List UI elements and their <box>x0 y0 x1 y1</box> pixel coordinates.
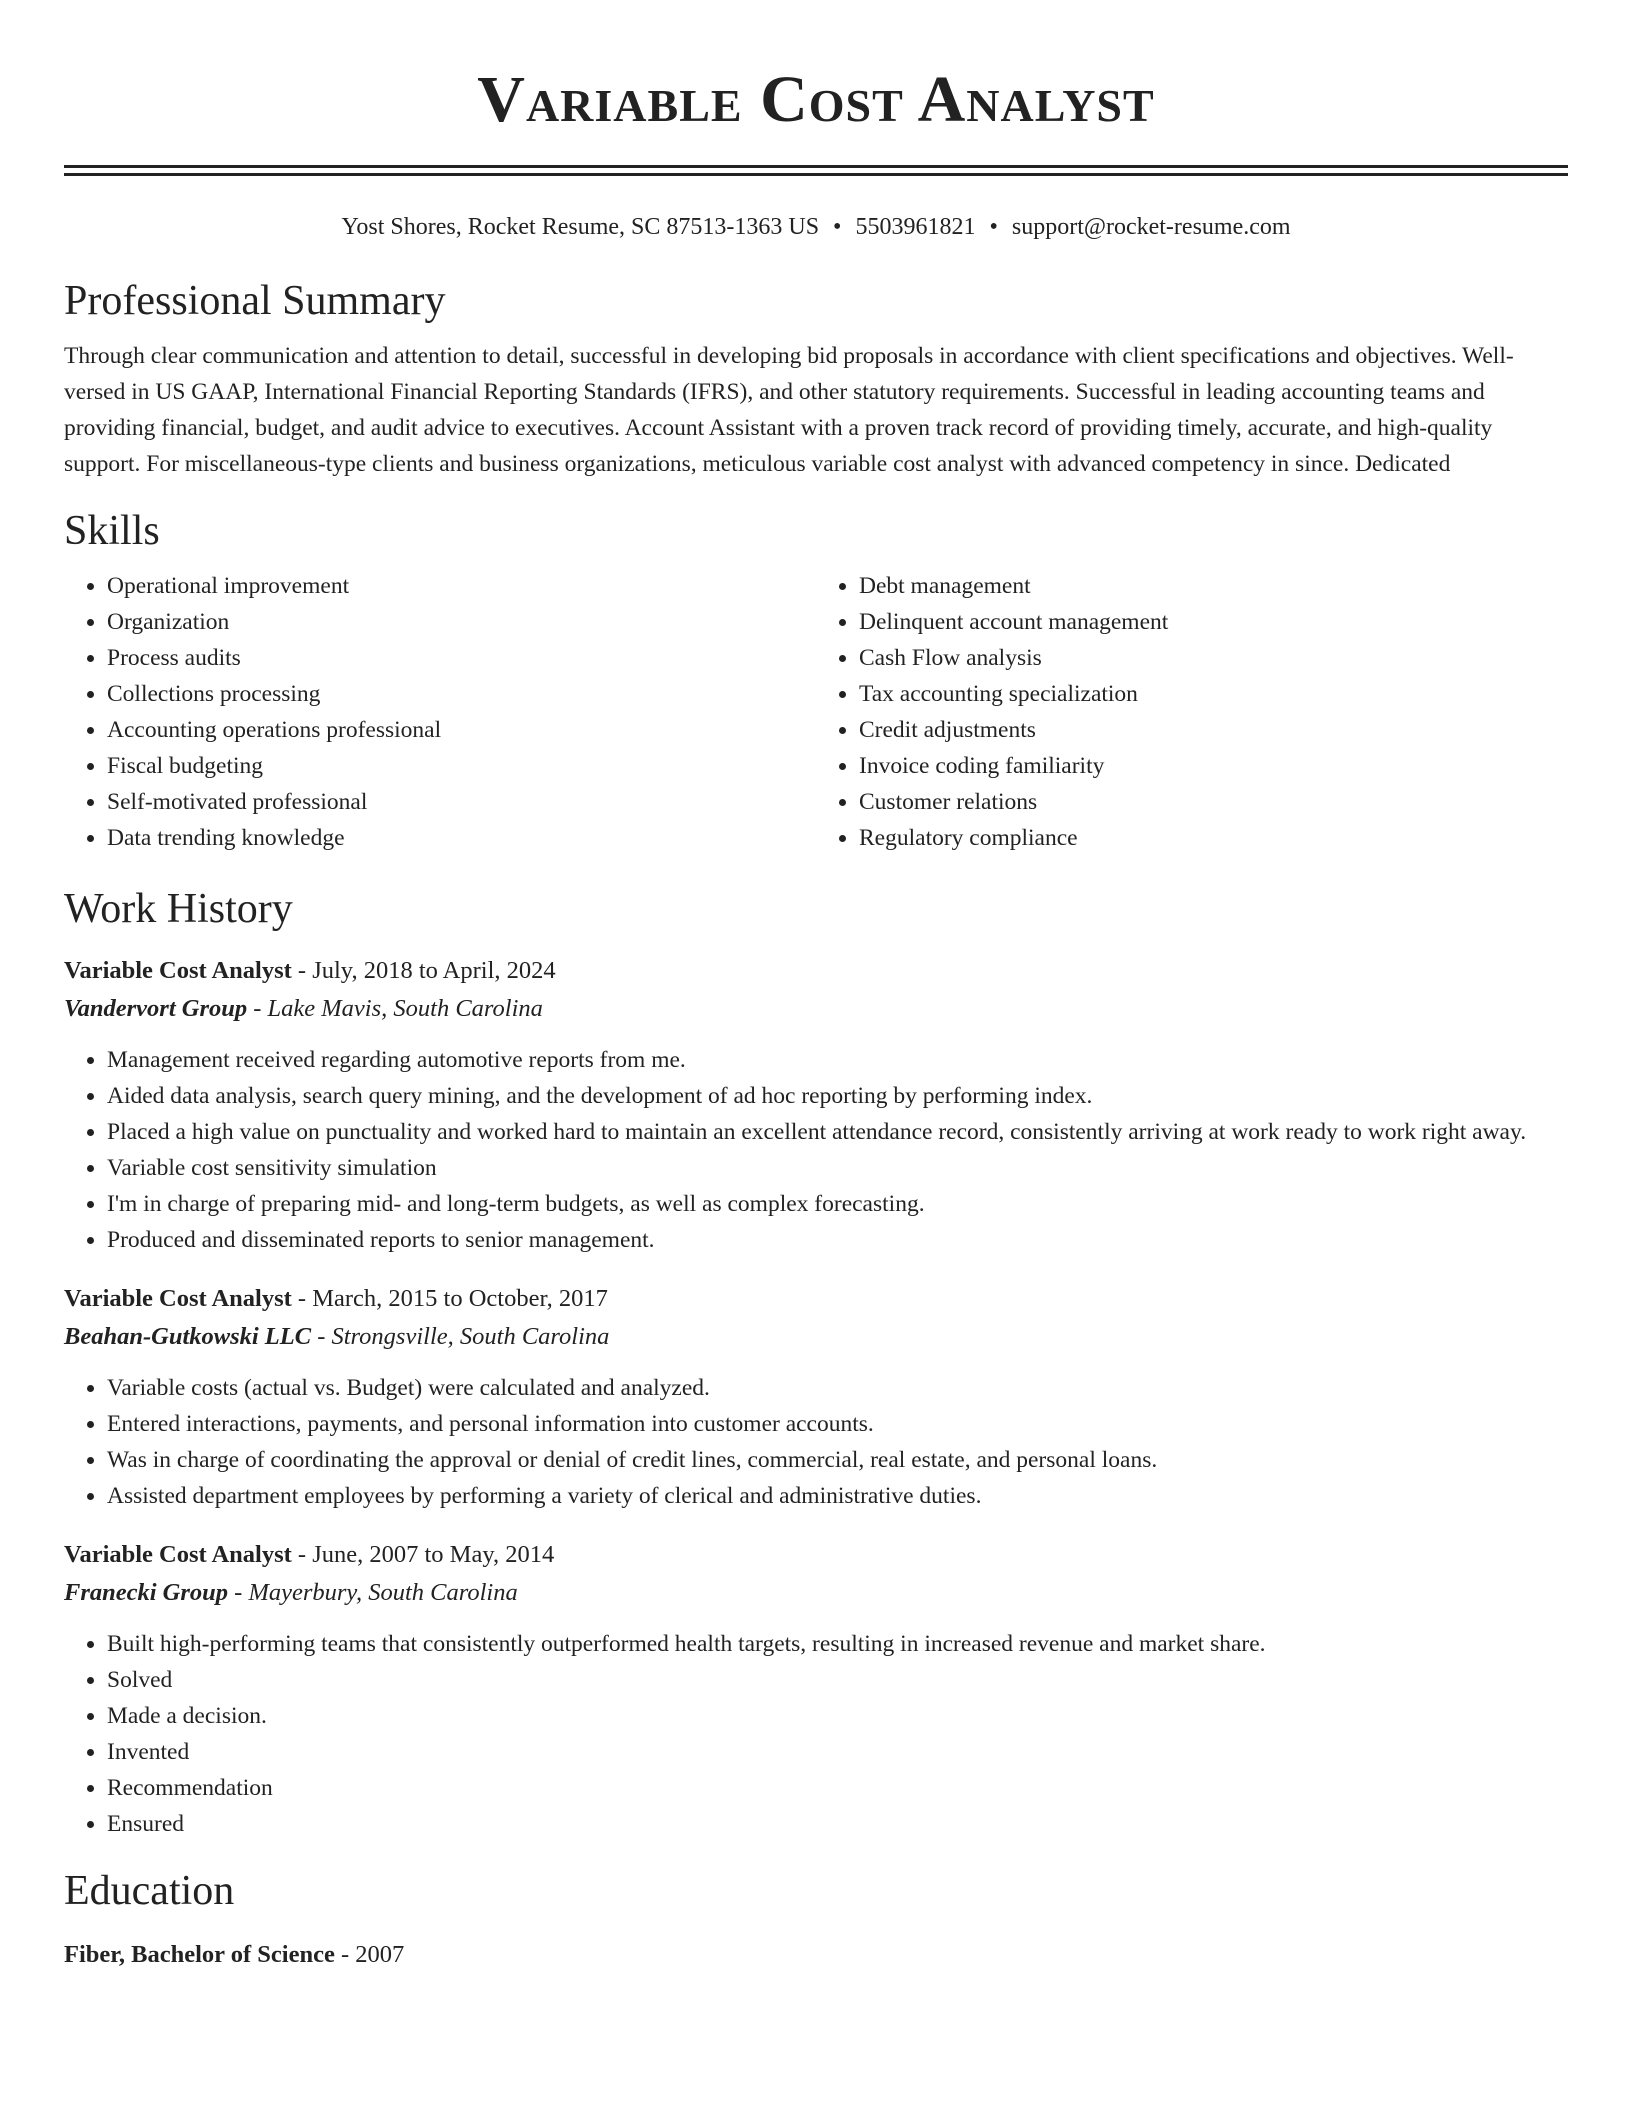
skill-item: • Process audits <box>107 640 816 676</box>
skill-item: • Collections processing <box>107 676 816 712</box>
skills-column-left <box>64 568 816 856</box>
skill-item: • Fiscal budgeting <box>107 748 816 784</box>
skill-item: • Regulatory compliance <box>859 820 1568 856</box>
contact-phone: 5503961821 <box>855 214 976 240</box>
job-bullet: • Variable costs (actual vs. Budget) were calculated and analyzed. <box>107 1370 1568 1406</box>
job-title-line <box>64 1536 1568 1574</box>
job-bullet: • Produced and disseminated reports to senior management. <box>107 1222 1568 1258</box>
job-bullets <box>64 1370 1568 1514</box>
company-line <box>64 1318 1568 1356</box>
job-title: Variable Cost Analyst <box>64 1285 292 1312</box>
job-bullet: • Invented <box>107 1734 1568 1770</box>
company-location: - Lake Mavis, South Carolina <box>247 995 543 1022</box>
summary-heading: Professional Summary <box>64 278 446 324</box>
job-title-line <box>64 952 1568 990</box>
skills-list <box>64 568 1568 856</box>
job-bullet: • Management received regarding automotive reports from me. <box>107 1042 1568 1078</box>
skill-item: • Customer relations <box>859 784 1568 820</box>
skill-item: • Operational improvement <box>107 568 816 604</box>
skill-item: • Data trending knowledge <box>107 820 816 856</box>
job-dates: - June, 2007 to May, 2014 <box>291 1541 555 1568</box>
job-bullet: • I'm in charge of preparing mid- and long-term budgets, as well as complex forecasting. <box>107 1186 1568 1222</box>
job-bullet: • Was in charge of coordinating the approval or denial of credit lines, commercial, real estate, and personal loans. <box>107 1442 1568 1478</box>
education-degree: Fiber, Bachelor of Science <box>64 1941 335 1968</box>
job-bullet: • Variable cost sensitivity simulation <box>107 1150 1568 1186</box>
job-bullet: • Made a decision. <box>107 1698 1568 1734</box>
job-bullet: • Recommendation <box>107 1770 1568 1806</box>
company-name: Vandervort Group <box>64 995 248 1022</box>
skill-item: • Delinquent account management <box>859 604 1568 640</box>
job-entry <box>64 952 1568 1258</box>
skill-item: • Accounting operations professional <box>107 712 816 748</box>
job-bullet: • Aided data analysis, search query mining, and the development of ad hoc reporting by performing index. <box>107 1078 1568 1114</box>
skill-item: • Debt management <box>859 568 1568 604</box>
skill-item: • Credit adjustments <box>859 712 1568 748</box>
skill-item: • Self-motivated professional <box>107 784 816 820</box>
education-heading: Education <box>64 1868 235 1914</box>
contact-address: Yost Shores, Rocket Resume, SC 87513-1363 US <box>341 214 820 240</box>
job-title: Variable Cost Analyst <box>64 957 292 984</box>
company-location: - Strongsville, South Carolina <box>311 1323 610 1350</box>
job-dates: - July, 2018 to April, 2024 <box>291 957 556 984</box>
job-bullet: • Entered interactions, payments, and personal information into customer accounts. <box>107 1406 1568 1442</box>
skill-item: • Organization <box>107 604 816 640</box>
contact-line <box>64 212 1568 242</box>
company-name: Beahan-Gutkowski LLC <box>64 1323 312 1350</box>
job-title-line <box>64 1280 1568 1318</box>
company-location: - Mayerbury, South Carolina <box>228 1579 518 1606</box>
job-bullets <box>64 1626 1568 1842</box>
job-bullet: • Solved <box>107 1662 1568 1698</box>
work-history-heading: Work History <box>64 886 293 932</box>
company-line <box>64 990 1568 1028</box>
company-name: Franecki Group <box>64 1579 229 1606</box>
job-bullet: • Assisted department employees by performing a variety of clerical and administrative duties. <box>107 1478 1568 1514</box>
job-entry <box>64 1536 1568 1842</box>
education-year: - 2007 <box>334 1941 405 1968</box>
skills-heading: Skills <box>64 508 160 554</box>
contact-email: support@rocket-resume.com <box>1011 214 1291 240</box>
job-title: Variable Cost Analyst <box>64 1541 292 1568</box>
contact-separator: • <box>833 214 842 240</box>
job-dates: - March, 2015 to October, 2017 <box>291 1285 608 1312</box>
contact-separator: • <box>989 214 998 240</box>
company-line <box>64 1574 1568 1612</box>
job-bullet: • Built high-performing teams that consistently outperformed health targets, resulting in increased revenue and market share. <box>107 1626 1568 1662</box>
skill-item: • Cash Flow analysis <box>859 640 1568 676</box>
job-bullet: • Ensured <box>107 1806 1568 1842</box>
header-double-rule <box>64 165 1568 176</box>
resume-page <box>64 0 1568 1974</box>
skill-item: • Invoice coding familiarity <box>859 748 1568 784</box>
education-entry <box>64 1936 1568 1974</box>
summary-text: Through clear communication and attention to detail, successful in developing bid proposals in accordance with client specifications and objectives. Well-versed in US GAAP, International Financial Reporting Standards (IFRS), and other statutory requirements. Successful in leading accounting teams and providing financial, budget, and audit advice to executives. Account Assistant with a proven track record of providing timely, accurate, and high-quality support. For miscellaneous-type clients and business organizations, meticulous variable cost analyst with advanced competency in since. Dedicated <box>64 343 1514 477</box>
job-bullets <box>64 1042 1568 1258</box>
skills-column-right <box>816 568 1568 856</box>
skill-item: • Tax accounting specialization <box>859 676 1568 712</box>
job-entry <box>64 1280 1568 1514</box>
job-bullet: • Placed a high value on punctuality and worked hard to maintain an excellent attendance record, consistently arriving at work ready to work right away. <box>107 1114 1568 1150</box>
resume-name: Variable Cost Analyst <box>477 63 1155 136</box>
